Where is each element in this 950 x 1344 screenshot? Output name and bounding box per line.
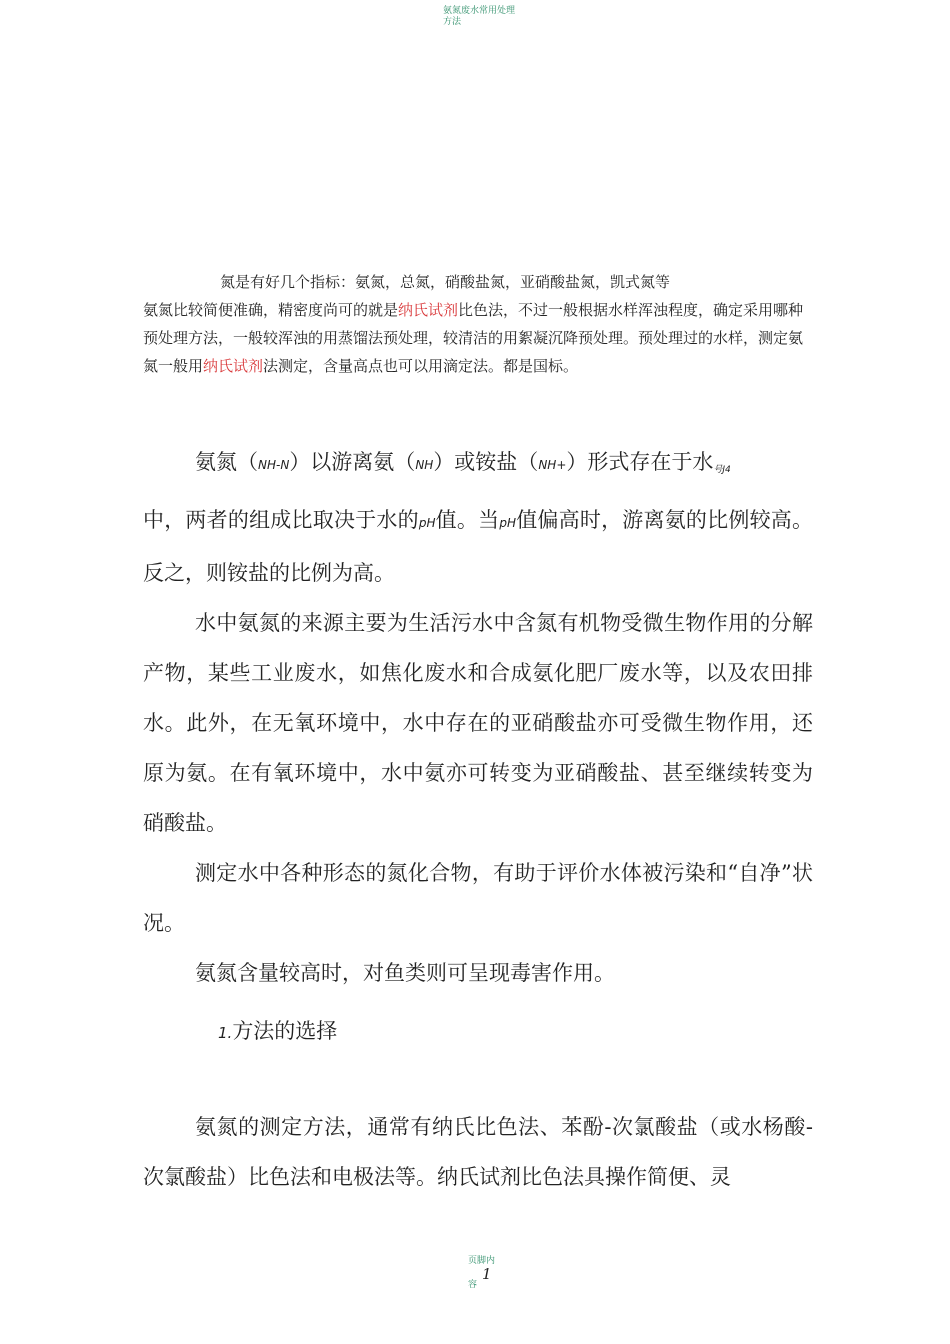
formula-nh4: NH+: [538, 458, 567, 472]
intro-paragraph: [143, 296, 808, 380]
intro-text-c: 法测定，含量高点也可以用滴定法。都是国标。: [263, 357, 579, 375]
formula-nhn: NH-N: [258, 458, 290, 472]
term-ph: pH: [499, 516, 516, 530]
heading-text: 方法的选择: [232, 1019, 338, 1043]
intro-block: [143, 268, 808, 380]
formula-nh: NH: [415, 458, 434, 472]
header-line-2: 方法: [443, 17, 462, 27]
highlight-nessler-2: 纳氏试剂: [203, 357, 264, 375]
footer-line-1: 页脚内: [468, 1256, 496, 1266]
text-run: ）形式存在于水: [566, 450, 714, 474]
header-line-1: 氨氮废水常用处理: [443, 6, 516, 16]
paragraph-ammonia-forms: [143, 437, 813, 598]
text-run: 值。当: [435, 508, 500, 532]
paragraph-toxicity: 氨氮含量较高时，对鱼类则可呈现毒害作用。: [195, 961, 615, 985]
intro-line-1: 氮是有好几个指标：氨氮，总氮，硝酸盐氮，亚硝酸盐氮，凯式氮等: [220, 273, 671, 291]
section-heading: [143, 1006, 813, 1058]
paragraph-determination: 测定水中各种形态的氮化合物，有助于评价水体被污染和“自净”状况。: [143, 861, 813, 935]
page-header: [443, 6, 515, 28]
intro-text-b: 比色法，不过一般根据水样浑浊程度，确定采用哪种预处理方法，一般较浑浊的用蒸馏法预处理，较清洁的用絮凝沉降预处理。预处理过的水样，测定氨氮一般用: [143, 301, 804, 375]
intro-text-a: 氨氮比较简便准确，精密度尚可的就是: [143, 301, 399, 319]
heading-number: 1.: [218, 1024, 233, 1042]
footer-line-2: 容: [468, 1280, 478, 1290]
text-run: 氨氮（: [195, 450, 258, 474]
paragraph-methods: 氨氮的测定方法，通常有纳氏比色法、苯酚-次氯酸盐（或水杨酸-次氯酸盐）比色法和电极法等。纳氏试剂比色法具操作简便、灵: [143, 1115, 813, 1189]
text-run: 中，两者的组成比取决于水的: [143, 508, 419, 532]
text-run: ）或铵盐（: [433, 450, 539, 474]
text-run: ）以游离氨（: [289, 450, 416, 474]
paragraph-sources: 水中氨氮的来源主要为生活污水中含氮有机物受微生物作用的分解产物，某些工业废水，如焦化废水和合成氨化肥厂废水等，以及农田排水。此外，在无氧环境中，水中存在的亚硝酸盐亦可受微生物作用，还原为氨。在有氧环境中，水中氨亦可转变为亚硝酸盐、甚至继续转变为硝酸盐。: [143, 611, 813, 835]
subscript-note: 号J4: [713, 465, 731, 475]
text-run: 值偏高时，游离氨的比例较高。反之，则铵盐的比例为高。: [143, 508, 814, 585]
main-body: [143, 437, 813, 1202]
highlight-nessler-1: 纳氏试剂: [398, 301, 459, 319]
page-number: 1: [482, 1265, 492, 1283]
term-ph: pH: [418, 516, 436, 530]
